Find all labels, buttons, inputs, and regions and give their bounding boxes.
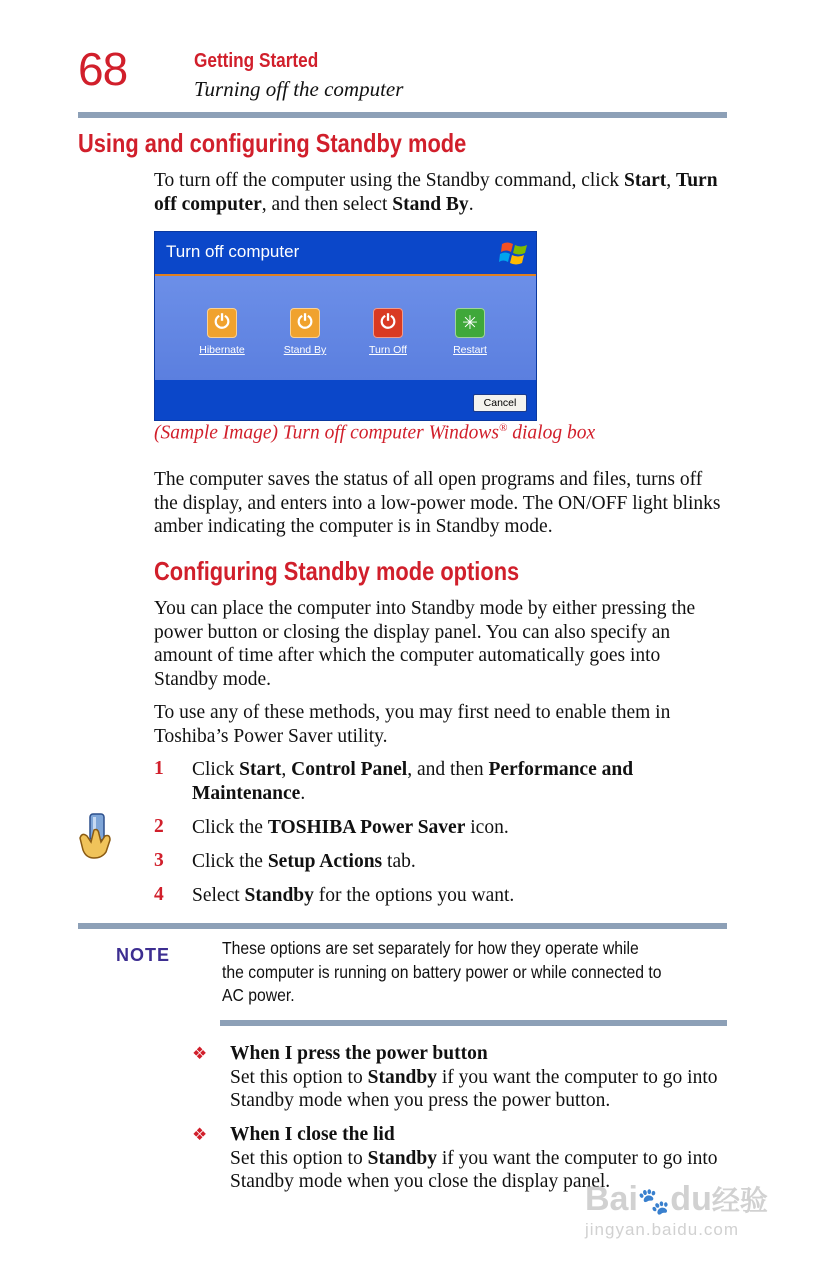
turn-off-button[interactable]: ⏻ Turn Off xyxy=(348,308,428,356)
chapter-title: Getting Started xyxy=(194,50,319,72)
restart-button[interactable]: ✳ Restart xyxy=(430,308,510,356)
paw-icon: 🐾 xyxy=(637,1186,671,1216)
step-number: 3 xyxy=(154,850,164,871)
note-text: These options are set separately for how they operate while the computer is running on battery power or while connected to AC power. xyxy=(222,938,662,1005)
options-paragraph: You can place the computer into Standby mode by either pressing the power button or closing the display panel. You can also specify an amount of time after which the computer automatically goes into Standby mode. xyxy=(154,598,696,690)
dialog-body xyxy=(155,274,536,380)
note-top-rule xyxy=(78,923,727,929)
header-rule xyxy=(78,112,727,118)
baidu-watermark: Bai🐾du经验 jingyan.baidu.com xyxy=(585,1180,768,1239)
stand-by-button[interactable]: ⏻ Stand By xyxy=(265,308,345,356)
intro-paragraph: To turn off the computer using the Standby command, click Start, Turn off computer, and then select Stand By. xyxy=(154,170,718,215)
bullet-item: When I press the power button Set this option to Standby if you want the computer to go into Standby mode when you press the power button. xyxy=(230,1043,718,1111)
bullet-icon: ❖ xyxy=(192,1125,208,1144)
status-paragraph: The computer saves the status of all open programs and files, turns off the display, and enters into a low-power mode. The ON/OFF light blinks amber indicating the computer is in Standby mode. xyxy=(154,469,721,537)
bullet-item: When I close the lid Set this option to Standby if you want the computer to go into Standby mode when you close the display panel. xyxy=(230,1124,718,1192)
step-text: Click Start, Control Panel, and then Performance and Maintenance. xyxy=(192,759,634,804)
note-bottom-rule xyxy=(220,1020,727,1026)
image-caption: (Sample Image) Turn off computer Windows® dialog box xyxy=(154,422,596,444)
dialog-title: Turn off computer xyxy=(166,242,300,261)
power-icon: ⏻ xyxy=(207,308,237,338)
step-number: 4 xyxy=(154,884,164,905)
hibernate-button[interactable]: ⏻ Hibernate xyxy=(182,308,262,356)
power-icon: ⏻ xyxy=(290,308,320,338)
subsection-heading: Configuring Standby mode options xyxy=(154,556,520,586)
hand-pointer-icon xyxy=(76,812,118,860)
bullet-icon: ❖ xyxy=(192,1044,208,1063)
section-heading: Using and configuring Standby mode xyxy=(78,128,467,158)
cancel-button[interactable]: Cancel xyxy=(473,394,527,412)
enable-paragraph: To use any of these methods, you may first need to enable them in Toshiba’s Power Saver utility. xyxy=(154,702,671,747)
step-text: Click the TOSHIBA Power Saver icon. xyxy=(192,817,509,838)
step-number: 2 xyxy=(154,816,164,837)
note-label: NOTE xyxy=(116,945,171,965)
turn-off-dialog xyxy=(154,231,537,421)
page-number: 68 xyxy=(78,43,128,95)
section-subtitle: Turning off the computer xyxy=(194,77,404,101)
power-icon: ⏻ xyxy=(373,308,403,338)
step-text: Click the Setup Actions tab. xyxy=(192,851,416,872)
restart-icon: ✳ xyxy=(455,308,485,338)
windows-logo-icon xyxy=(499,238,531,268)
step-number: 1 xyxy=(154,758,164,779)
step-text: Select Standby for the options you want. xyxy=(192,885,515,906)
